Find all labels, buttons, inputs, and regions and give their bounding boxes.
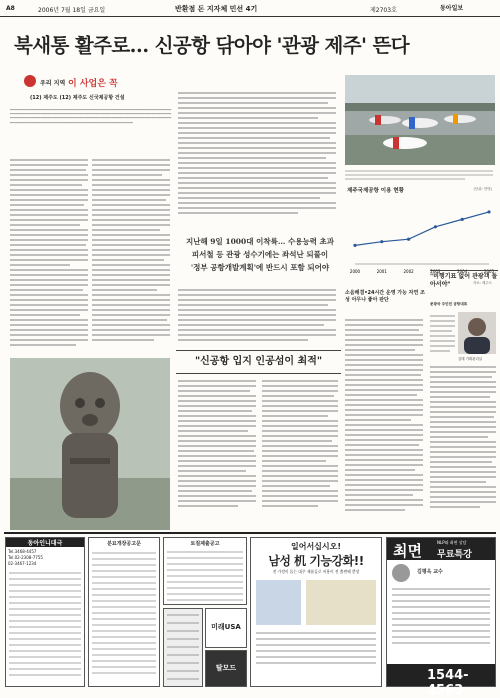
ad-health-headline: 일어서십시오! <box>290 542 342 551</box>
profile-photo <box>458 312 496 354</box>
data-point <box>434 225 437 228</box>
ad-classified <box>5 537 85 687</box>
right-quote: "비행기표 없어 관광객 돌아서야" <box>430 273 498 288</box>
pull-quote-line-1: 지난해 9일 1000대 이착륙… 수용능력 초과 <box>185 237 335 246</box>
ad-phone-3: 02-3467-1234 <box>8 561 37 566</box>
ad-hypnosis-title: 최면 <box>393 542 422 560</box>
ad-phone-2: Tel.02-2308-7755 <box>8 555 43 560</box>
x-tick-label: 2001 <box>376 269 387 274</box>
article-body-intro: ━━━━━━━━━━━━━━━━━━━━━━━━━━━━━━━━━━━━━━━━━━━━━━━━━━━━━━━━━━━━━━━━━━━━━━━━━━━━━━━━━━━━━━━━━━━━━━━━━━━━━━━━━━━━━━━━━━━━━━━━━━━━━━━━━━━━━━━━━━━━━━━━━━━━━━━━━━━━━━━━━━━━━━━━━━━━━━━━━━━━━━━━━━━━━━━━━━━━━━━━━━━━━━━━━━━━━━━━━━━━━━━━━━━━━━━━━━━━━━━━━━━━━━━━━━━━━━━━━━━━━━━━━━━━━━━━━━━━━━━━━━━━━━━━━━━━━━━━━━━━━━━━━━━━━━━━━━━━ <box>10 108 172 125</box>
page-number: A8 <box>6 5 15 12</box>
profile-title: 문광국 주민민 공항대표 <box>430 302 468 306</box>
caption-lines <box>345 168 495 182</box>
main-headline: 북새통 활주로… 신공항 닦아야 '관광 제주' 뜬다 <box>14 34 410 57</box>
dol-hareubang-image <box>10 358 170 530</box>
ad-hypnosis-footer <box>387 664 495 698</box>
article-column-2 <box>92 155 172 355</box>
issue-date: 2006년 7월 18일 금요일 <box>38 7 106 14</box>
text-lines <box>178 88 338 228</box>
column-title: 이 사업은 꼭 <box>68 79 118 89</box>
section-title: 반환점 돈 지자체 민선 4기 <box>175 5 258 13</box>
ad-notice-1-lines <box>89 547 159 682</box>
ad-health <box>250 537 382 687</box>
chart-source: 자료: 제주도 <box>472 281 492 285</box>
x-tick-label: 2005 <box>483 269 495 274</box>
chart-title: 제주국제공항 이용 현황 <box>347 188 404 194</box>
badge-icon <box>24 75 36 87</box>
x-tick-label: 2004 <box>457 269 468 274</box>
profile-name: 김태 기획관리실 <box>458 357 483 361</box>
ad-notice-2-lines <box>164 547 246 605</box>
ad-hypnosis-phone: 1544-4563 <box>427 668 469 698</box>
ad-talmode <box>205 650 247 687</box>
chart-plot <box>345 196 495 276</box>
pull-quote-line-2: 피서철 등 관광 성수기에는 좌석난 되풀이 <box>191 250 329 259</box>
ads-separator <box>4 532 496 534</box>
data-point <box>353 244 356 247</box>
ad-classified-title: 동아인니대극 <box>6 538 84 547</box>
ad-hypnosis <box>386 537 496 698</box>
ad-notice-1-title: 분묘개장공고문 <box>107 541 141 547</box>
right-quote-box <box>430 270 498 301</box>
airport-photo <box>345 75 495 165</box>
article-column-7 <box>430 362 498 524</box>
data-point <box>380 240 383 243</box>
ad-notice-2-title: 토질제출공고 <box>190 541 220 547</box>
ad-hypnosis-header <box>387 538 495 560</box>
ad-health-big: 남성 机 기능강화!! <box>268 554 364 568</box>
ad-hypnosis-person: 김평옥 교수 <box>417 569 443 575</box>
text-lines <box>345 315 425 525</box>
series-title: (12) 제주도 (12) 제주도 신국제공항 건설 <box>30 95 125 101</box>
text-lines <box>10 155 90 355</box>
series-line <box>355 212 489 245</box>
portrait-image <box>458 312 496 354</box>
text-lines <box>178 285 338 345</box>
issue-number: 제2703호 <box>370 7 397 14</box>
data-point <box>487 210 490 213</box>
pull-quote-line-3: '정부 공항개발계획'에 반드시 포함 되어야 <box>190 263 330 272</box>
sub-headline-text: 소음해결•24시간 운영 가능 자연 조성 아무나 좋아 판단 <box>345 290 425 303</box>
ad-classified-lines <box>6 569 84 689</box>
ad-talmode-title: 탈모드 <box>215 664 237 672</box>
x-tick-label: 2003 <box>430 269 441 274</box>
x-tick-label: 2002 <box>403 269 414 274</box>
chart-unit: (단위: 만명) <box>473 187 492 191</box>
profile-text <box>430 312 456 356</box>
x-tick-label: 2000 <box>349 269 361 274</box>
text-lines <box>178 376 340 524</box>
article-column-5 <box>178 376 340 524</box>
article-column-6 <box>345 315 425 525</box>
ad-hypnosis-badge: 무료특강 <box>437 550 472 560</box>
data-point <box>461 218 464 221</box>
data-point <box>407 238 410 241</box>
article-column-3 <box>178 88 338 228</box>
pull-quote-second-box <box>176 350 341 374</box>
column-label: 우리 지역 <box>40 80 66 87</box>
ad-small-1 <box>163 608 203 687</box>
ad-notice-1 <box>88 537 160 687</box>
ad-small-1-lines <box>164 609 202 686</box>
ad-phone-1: Tel.3468-4457 <box>8 549 37 554</box>
ad-hypnosis-sub: NLP와 최면 상담 <box>437 540 467 545</box>
ad-health-sub: 전 가정이 돕는 대주 제품들로 비용이 전 출면해 뿐장 <box>272 569 360 574</box>
newspaper-logo: 동아일보 <box>440 5 464 12</box>
ad-health-graphic <box>251 575 381 675</box>
article-column-4 <box>178 285 338 345</box>
pull-quote-second: "신공항 입지 인공섬이 최적" <box>194 356 323 367</box>
article-column-1 <box>10 155 90 355</box>
photo-caption <box>345 167 495 181</box>
sub-headline <box>345 290 425 312</box>
airport-runway-image <box>345 75 495 165</box>
pull-quote-main <box>185 235 335 274</box>
text-lines <box>430 362 498 524</box>
text-lines <box>92 155 172 355</box>
page-header <box>0 0 500 17</box>
ad-miraeusa <box>205 608 247 648</box>
ad-hypnosis-graphic <box>387 575 495 653</box>
statue-photo <box>10 358 170 530</box>
ad-notice-2 <box>163 537 247 605</box>
ad-miraeusa-title: 미래USA <box>211 623 241 631</box>
column-badge <box>24 75 134 89</box>
